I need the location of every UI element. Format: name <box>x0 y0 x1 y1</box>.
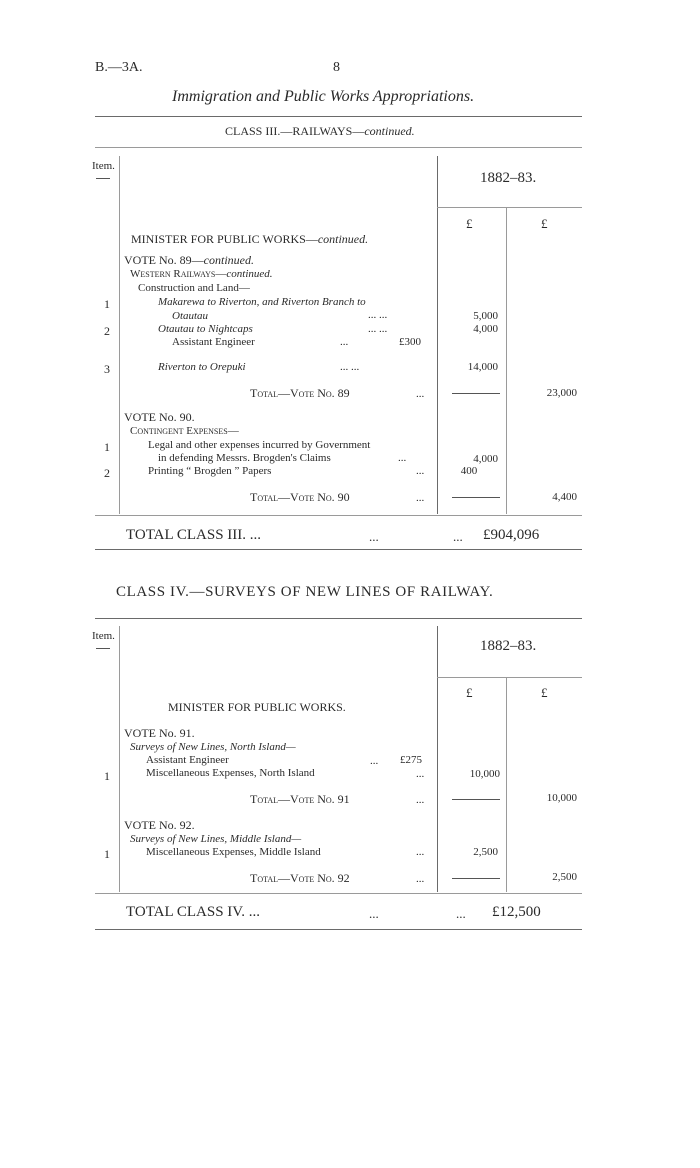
class3-amount-column-rule <box>437 156 438 514</box>
class4-total-rule <box>95 929 582 930</box>
vote89-subheading-continued: continued. <box>226 268 273 280</box>
vote92-item-1-line1: Miscellaneous Expenses, Middle Island <box>146 846 321 858</box>
vote89-item-2-dots: ... ... <box>368 323 388 335</box>
class3-year-header: 1882–83. <box>480 170 537 186</box>
class3-title-continued: continued. <box>364 124 415 138</box>
vote91-assistant-engineer-dots: ... <box>370 755 379 767</box>
vote89-assistant-engineer-salary: £300 <box>399 336 421 348</box>
class4-table-bottom-rule <box>95 893 582 894</box>
class4-item-header-dash <box>96 648 110 649</box>
vote90-item-1-dots: ... <box>398 452 407 464</box>
vote89-item-1-line2: Otautau <box>172 310 209 322</box>
class3-year-rule <box>437 207 582 208</box>
vote92-item-1-amount: 2,500 <box>473 846 498 858</box>
vote91-assistant-engineer-salary: £275 <box>400 754 422 766</box>
vote90-total-dots: ... <box>416 492 425 504</box>
vote91-item-1-number: 1 <box>104 769 110 783</box>
vote89-label-continued: continued. <box>203 253 254 267</box>
vote90-item-1-line2: in defending Messrs. Brogden's Claims <box>158 452 331 464</box>
vote89-total-label: Total—Vote No. 89 <box>250 386 350 400</box>
class4-title: CLASS IV.—SURVEYS OF NEW LINES OF RAILWAY. <box>116 584 494 600</box>
vote92-label: VOTE No. 92. <box>124 818 195 832</box>
class3-minister-continued: continued. <box>317 232 369 246</box>
class3-title <box>225 124 415 139</box>
vote91-total-rule <box>452 799 500 800</box>
vote89-label <box>124 253 254 268</box>
class3-item-header: Item. <box>92 160 115 172</box>
vote89-assistant-engineer: Assistant Engineer <box>172 336 255 348</box>
class4-item-column-rule <box>119 626 120 892</box>
class3-total-dots2: ... <box>453 529 463 544</box>
class4-pound-sign-1: £ <box>466 685 473 700</box>
vote92-total-amount: 2,500 <box>552 871 577 883</box>
vote90-item-2-line1: Printing “ Brogden ” Papers <box>148 465 272 477</box>
vote89-total-dots: ... <box>416 388 425 400</box>
class4-subtotal-column-rule <box>506 678 507 892</box>
class3-minister-main: MINISTER FOR PUBLIC WORKS— <box>131 232 318 246</box>
class3-item-header-dash <box>96 178 110 179</box>
class3-pound-sign-2: £ <box>541 216 548 231</box>
class4-total-dots2: ... <box>456 906 466 921</box>
vote91-item-1-dots: ... <box>416 768 425 780</box>
vote90-item-1-amount: 4,000 <box>473 453 498 465</box>
vote91-subheading: Surveys of New Lines, North Island— <box>130 741 296 753</box>
vote92-total-dots: ... <box>416 873 425 885</box>
vote91-item-1-line1: Miscellaneous Expenses, North Island <box>146 767 315 779</box>
vote89-construction-heading: Construction and Land— <box>138 282 250 294</box>
vote91-label: VOTE No. 91. <box>124 726 195 740</box>
vote90-item-2-dots: ... <box>416 465 425 477</box>
class4-total-label: TOTAL CLASS IV. ... <box>126 904 260 920</box>
vote89-item-3-number: 3 <box>104 362 110 376</box>
class3-total-amount: £904,096 <box>483 527 540 543</box>
class3-title-main: CLASS III.—RAILWAYS— <box>225 124 365 138</box>
vote90-total-rule <box>452 497 500 498</box>
vote89-item-2-amount: 4,000 <box>473 323 498 335</box>
vote90-label: VOTE No. 90. <box>124 410 195 424</box>
class3-table-bottom-rule <box>95 515 582 516</box>
vote89-item-1-dots: ... ... <box>368 309 388 321</box>
vote92-total-label: Total—Vote No. 92 <box>250 871 350 885</box>
vote90-item-2-number: 2 <box>104 466 110 480</box>
vote89-total-amount: 23,000 <box>546 387 577 399</box>
class3-total-rule <box>95 549 582 550</box>
vote92-item-1-dots: ... <box>416 846 425 858</box>
class3-total-dots1: ... <box>369 529 379 544</box>
class3-title-rule <box>95 147 582 148</box>
class4-amount-column-rule <box>437 626 438 892</box>
vote89-item-2-number: 2 <box>104 324 110 338</box>
page-title: Immigration and Public Works Appropriations. <box>172 88 475 105</box>
class4-year-header: 1882–83. <box>480 638 537 654</box>
vote89-item-3-line1: Riverton to Orepuki <box>158 361 246 373</box>
vote91-total-label: Total—Vote No. 91 <box>250 792 350 806</box>
class3-pound-sign-1: £ <box>466 216 473 231</box>
class4-total-dots1: ... <box>369 906 379 921</box>
vote90-item-1-number: 1 <box>104 440 110 454</box>
class4-title-rule <box>95 618 582 619</box>
class4-minister-heading: MINISTER FOR PUBLIC WORKS. <box>168 700 346 714</box>
vote89-item-3-amount: 14,000 <box>467 361 498 373</box>
vote90-subheading: Contingent Expenses— <box>130 425 239 437</box>
vote89-assistant-engineer-dots: ... <box>340 336 349 348</box>
vote91-total-dots: ... <box>416 794 425 806</box>
vote90-item-2-amount: 400 <box>460 465 478 477</box>
vote89-label-main: VOTE No. 89— <box>124 253 204 267</box>
vote89-total-rule <box>452 393 500 394</box>
class3-item-column-rule <box>119 156 120 514</box>
vote89-item-1-amount: 5,000 <box>473 310 498 322</box>
vote89-item-2-line1: Otautau to Nightcaps <box>158 323 253 335</box>
class3-total-label: TOTAL CLASS III. ... <box>126 527 262 543</box>
vote91-item-1-amount: 10,000 <box>469 768 500 780</box>
vote89-item-1-line1: Makarewa to Riverton, and Riverton Branch to <box>158 296 366 308</box>
page-number: 8 <box>333 60 340 75</box>
class4-item-header: Item. <box>92 630 115 642</box>
class4-pound-sign-2: £ <box>541 685 548 700</box>
vote92-item-1-number: 1 <box>104 847 110 861</box>
vote90-item-1-line1: Legal and other expenses incurred by Government <box>148 439 371 451</box>
vote90-total-label: Total—Vote No. 90 <box>250 490 350 504</box>
vote89-subheading <box>130 268 273 280</box>
class4-year-rule <box>437 677 582 678</box>
vote92-subheading: Surveys of New Lines, Middle Island— <box>130 833 302 845</box>
vote89-item-3-dots: ... ... <box>340 361 360 373</box>
class3-subtotal-column-rule <box>506 208 507 514</box>
vote90-total-amount: 4,400 <box>552 491 577 503</box>
document-reference: B.—3A. <box>95 60 143 75</box>
header-rule <box>95 116 582 117</box>
class3-minister-heading <box>131 232 368 247</box>
vote91-assistant-engineer: Assistant Engineer <box>146 754 229 766</box>
vote89-item-1-number: 1 <box>104 297 110 311</box>
vote89-subheading-main: Western Railways— <box>130 268 227 280</box>
vote92-total-rule <box>452 878 500 879</box>
vote91-total-amount: 10,000 <box>546 792 577 804</box>
class4-total-amount: £12,500 <box>492 904 541 920</box>
